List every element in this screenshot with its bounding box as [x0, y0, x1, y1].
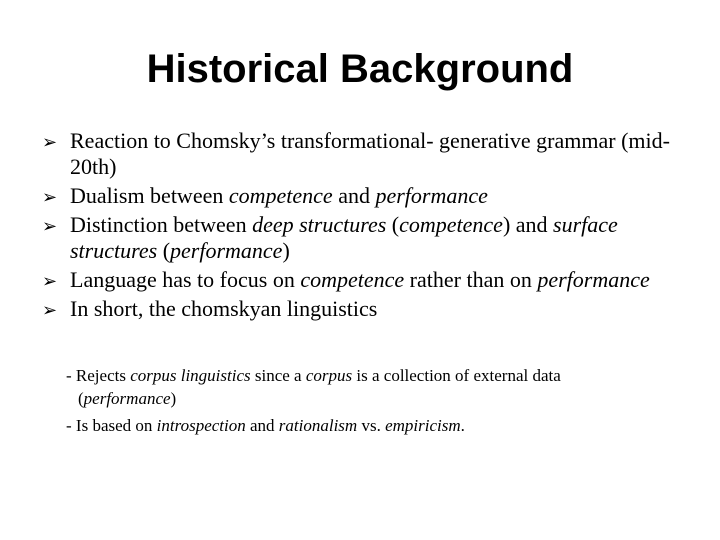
sub-bullet-item	[66, 414, 686, 437]
bullet-text: (	[386, 212, 400, 237]
bullet-italic-text: performance	[537, 267, 650, 292]
bullet-italic-text: competence	[228, 183, 333, 208]
sub-bullet-text: (	[78, 389, 84, 408]
bullet-text: Distinction between	[70, 212, 253, 237]
bullet-italic-text: competence	[399, 212, 503, 237]
bullet-text: In short, the chomskyan linguistics	[70, 296, 378, 321]
sub-bullet-text: is a collection of external data	[352, 366, 561, 385]
bullet-text: Dualism between	[70, 183, 229, 208]
arrow-bullet-icon: ➢	[42, 300, 58, 320]
arrow-bullet-icon: ➢	[42, 187, 58, 207]
bullet-text: rather than on	[404, 267, 538, 292]
bullet-text: )	[282, 238, 290, 263]
bullet-item	[42, 296, 682, 322]
sub-bullet-item	[66, 364, 686, 410]
sub-bullet-italic-text: corpus linguistics	[130, 366, 251, 385]
bullet-text: Language has to focus on	[70, 267, 301, 292]
sub-bullet-italic-text: rationalism	[278, 416, 358, 435]
bullet-list	[42, 128, 682, 325]
sub-bullet-italic-text: introspection	[156, 416, 246, 435]
bullet-italic-text: deep structures	[252, 212, 387, 237]
arrow-bullet-icon: ➢	[42, 216, 58, 236]
sub-bullet-continuation	[66, 387, 686, 410]
bullet-italic-text: surface structures	[70, 212, 618, 263]
sub-bullet-text: and	[245, 416, 279, 435]
arrow-bullet-icon: ➢	[42, 271, 58, 291]
bullet-text: ) and	[502, 212, 554, 237]
sub-bullet-text: - Is based on	[66, 416, 157, 435]
sub-bullet-text: .	[460, 416, 465, 435]
sub-bullet-italic-text: corpus	[305, 366, 353, 385]
bullet-text: Reaction to Chomsky’s transformational- generative grammar (mid-20th)	[70, 128, 670, 179]
bullet-item	[42, 183, 682, 209]
sub-bullet-text: vs.	[357, 416, 386, 435]
bullet-text: and	[332, 183, 376, 208]
sub-bullet-text: - Rejects	[66, 366, 131, 385]
bullet-italic-text: performance	[375, 183, 488, 208]
bullet-text: (	[157, 238, 171, 263]
sub-bullet-italic-text: empiricism	[385, 416, 461, 435]
slide-title: Historical Background	[146, 47, 574, 91]
bullet-item	[42, 128, 682, 180]
bullet-italic-text: competence	[300, 267, 405, 292]
bullet-item	[42, 267, 682, 293]
sub-bullet-text: since a	[250, 366, 306, 385]
bullet-item	[42, 212, 682, 264]
sub-bullet-italic-text: performance	[83, 389, 171, 408]
arrow-bullet-icon: ➢	[42, 132, 58, 152]
sub-bullet-list	[66, 364, 686, 441]
bullet-italic-text: performance	[170, 238, 283, 263]
sub-bullet-text: )	[170, 389, 177, 408]
